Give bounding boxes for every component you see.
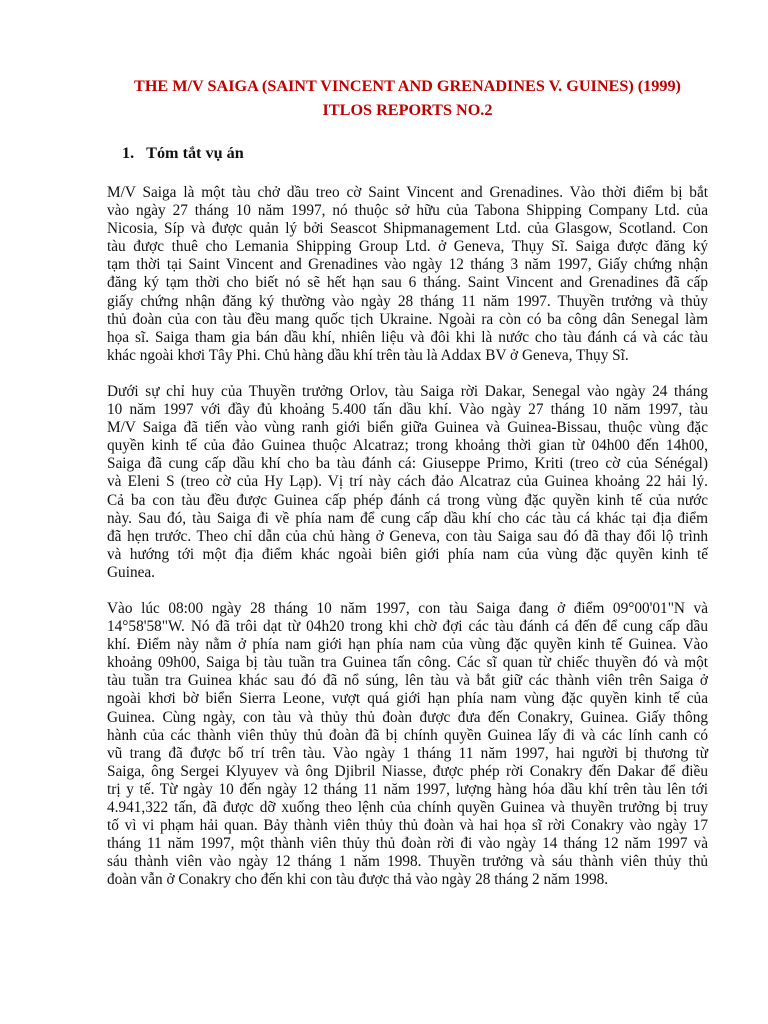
paragraph-line: và hướng tới một địa điểm khác ngoài biên giới phía nam của vùng đặc quyền kinh tế — [107, 545, 708, 563]
paragraph-line: Saiga đã cung cấp dầu khí cho ba tàu đánh cá: Giuseppe Primo, Kriti (treo cờ của Sénégal) — [107, 455, 708, 473]
paragraph-line: 10 năm 1997 với đầy đủ khoảng 5.400 tấn dầu khí. Vào ngày 27 tháng 10 năm 1997, tàu — [107, 401, 708, 419]
paragraph-line: M/V Saiga đã tiến vào vùng ranh giới biển giữa Guinea và Guinea-Bissau, thuộc vùng đặc — [107, 419, 708, 437]
paragraph-line: đăng ký tạm thời cho biết nó sẽ hết hạn sau 6 tháng. Saint Vincent and Grenadines đã cấp — [107, 274, 708, 292]
paragraph-line: vũ trang đã được bố trí trên tàu. Vào ngày 1 tháng 11 năm 1997, hai người bị thương từ — [107, 744, 708, 762]
paragraph-line: 4.941,322 tấn, đã được dỡ xuống theo lệnh của chính quyền Guinea và thuyền trưởng bị truy — [107, 799, 708, 816]
paragraph-line: vào ngày 27 tháng 10 năm 1997, nó thuộc sở hữu của Tabona Shipping Company Ltd. của — [107, 202, 708, 220]
paragraph-line: thủ đoàn của con tàu đều mang quốc tịch Ukraine. Ngoài ra còn có ba công dân Senegal làm — [107, 310, 708, 328]
body-paragraph — [107, 600, 708, 890]
paragraph-line: Guinea. Cùng ngày, con tàu và thủy thủ đoàn được đưa đến Conakry, Guinea. Giấy thông — [107, 708, 708, 726]
paragraph-line: khí. Điểm này nằm ở phía nam giới hạn phía nam của vùng đặc quyền kinh tế Guinea. Vào — [107, 636, 708, 654]
paragraph-line: họa sĩ. Saiga tham gia bán dầu khí, nhiên liệu và đôi khi là nước cho tàu đánh cá và các tàu — [107, 328, 708, 346]
paragraph-line: Guinea. — [107, 563, 155, 581]
paragraph-line: tạm thời tại Saint Vincent and Grenadines vào ngày 12 tháng 3 năm 1997, Giấy chứng nhận — [107, 256, 708, 274]
paragraph-line: đoàn vẫn ở Conakry cho đến khi con tàu được thả vào ngày 28 tháng 2 năm 1998. — [107, 871, 609, 889]
paragraph-line: tàu được thuê cho Lemania Shipping Group Ltd. ở Geneva, Thụy Sĩ. Saiga được đăng ký — [107, 238, 708, 256]
paragraph-line: sáu thành viên vào ngày 12 tháng 1 năm 1998. Thuyền trưởng và sáu thành viên thủy thủ — [107, 853, 708, 871]
paragraph-line: Dưới sự chỉ huy của Thuyền trưởng Orlov, tàu Saiga rời Dakar, Senegal vào ngày 24 tháng — [107, 382, 708, 400]
body-paragraph — [107, 383, 708, 582]
body-paragraph — [107, 184, 708, 365]
paragraph-line: quyền kinh tế của đảo Guinea thuộc Alcatraz; trong khoảng thời gian từ 04h00 đến 14h00, — [107, 437, 708, 455]
section-heading — [107, 142, 708, 164]
section-number: 1. — [122, 144, 135, 162]
paragraph-line: Cả ba con tàu đều được Guinea cấp phép đánh cá trong vùng đặc quyền kinh tế của nước — [107, 491, 708, 509]
paragraph-line: hành của các thành viên thủy thủ đoàn đã bị chính quyền Guinea lấy đi và các lính canh có — [107, 726, 708, 744]
paragraph-line: và Eleni S (treo cờ của Hy Lạp). Vị trí này cách đảo Alcatraz của Guinea khoảng 22 hải lý. — [107, 473, 708, 491]
paragraph-line: tháng 11 năm 1997, một thành viên thủy thủ đoàn rời đi vào ngày 14 tháng 12 năm 1997 và — [107, 835, 708, 853]
paragraph-line: đã hẹn trước. Theo chỉ dẫn của chủ hàng ở Geneva, con tàu Saiga sau đó đã thay đổi lộ trình — [107, 527, 708, 545]
paragraph-line: Saiga, ông Sergei Klyuyev và ông Djibril Niasse, được phép rời Conakry đến Dakar để điều — [107, 762, 708, 780]
paragraph-line: này. Sau đó, tàu Saiga đi về phía nam để cung cấp dầu khí cho các tàu cá khác tại địa điểm — [107, 509, 708, 527]
title-line: THE M/V SAIGA (SAINT VINCENT AND GRENADINES V. GUINES) (1999) — [134, 77, 681, 95]
paragraph-line: khoảng 09h00, Saiga bị tàu tuần tra Guinea tấn công. Các sĩ quan từ chiếc thuyền đó và một — [107, 654, 708, 672]
paragraph-line: tàu tuần tra Guinea khác sau đó đã nổ súng, lên tàu và bắt giữ các thành viên trên Saiga ở — [107, 672, 708, 690]
section-heading-text: Tóm tắt vụ án — [146, 144, 244, 162]
paragraph-line: 14°58'58"W. Nó đã trôi dạt từ 04h20 trong khi chờ đợi các tàu đánh cá đến để cung cấp dầu — [107, 618, 708, 636]
paragraph-line: ngoài khơi bờ biển Sierra Leone, vượt quá giới hạn phía nam vùng đặc quyền kinh tế của — [107, 690, 708, 708]
paragraph-line: giấy chứng nhận đăng ký thường vào ngày 28 tháng 11 năm 1997. Thuyền trưởng và thủy — [107, 292, 708, 310]
paragraph-line: M/V Saiga là một tàu chở dầu treo cờ Saint Vincent and Grenadines. Vào thời điểm bị bắt — [107, 184, 708, 201]
paragraph-line: khác ngoài khơi Tây Phi. Chủ hàng dầu khí trên tàu là Addax BV ở Geneva, Thụy Sĩ. — [107, 346, 629, 364]
paragraph-line: tố vì vi phạm hải quan. Bảy thành viên thủy thủ đoàn và hai họa sĩ rời Conakry vào ngày 17 — [107, 817, 708, 835]
paragraph-line: trị y tế. Từ ngày 10 đến ngày 12 tháng 11 năm 1997, lượng hàng hóa dầu khí trên tàu lên tới — [107, 780, 708, 798]
title-line: ITLOS REPORTS NO.2 — [322, 101, 493, 119]
document-body — [107, 184, 708, 889]
document-title — [107, 74, 708, 122]
paragraph-line: Vào lúc 08:00 ngày 28 tháng 10 năm 1997, con tàu Saiga đang ở điểm 09°00'01"N và — [107, 599, 708, 617]
paragraph-line: Nicosia, Síp và được quản lý bởi Seascot Shipmanagement Ltd. của Glasgow, Scotland. Con — [107, 220, 708, 238]
